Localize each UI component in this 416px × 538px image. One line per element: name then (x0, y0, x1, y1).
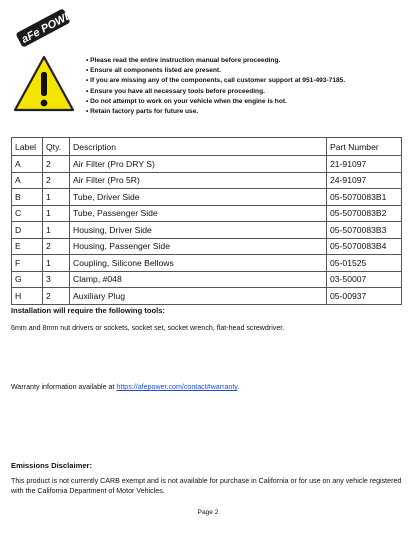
table-row (12, 238, 402, 255)
cell-part-number: 05-5070083B2 (327, 205, 402, 222)
cell-label: G (12, 271, 43, 288)
emissions-text: This product is not currently CARB exempt and is not available for purchase in California or for use on any vehicle registered with the California Department of Motor Vehicles. (11, 477, 402, 495)
table-row (12, 255, 402, 272)
cell-qty: 1 (43, 189, 70, 206)
cell-part-number: 05-5070083B4 (327, 238, 402, 255)
afe-power-logo (12, 5, 82, 48)
cell-description: Tube, Passenger Side (70, 205, 327, 222)
cell-label: E (12, 238, 43, 255)
cell-part-number: 05-5070083B1 (327, 189, 402, 206)
cell-part-number: 05-01525 (327, 255, 402, 272)
warranty-link[interactable]: https://afepower.com/contact#warranty (116, 383, 238, 391)
cell-description: Coupling, Silicone Bellows (70, 255, 327, 272)
cell-label: A (12, 172, 43, 189)
warning-item: • Retain factory parts for future use. (86, 107, 408, 117)
table-row (12, 189, 402, 206)
cell-part-number: 03-50007 (327, 271, 402, 288)
cell-qty: 2 (43, 172, 70, 189)
warning-triangle-icon (12, 54, 76, 114)
cell-label: F (12, 255, 43, 272)
cell-part-number: 24-91097 (327, 172, 402, 189)
cell-qty: 1 (43, 222, 70, 239)
cell-description: Housing, Passenger Side (70, 238, 327, 255)
warranty-text (11, 382, 406, 392)
cell-description: Tube, Driver Side (70, 189, 327, 206)
table-row (12, 271, 402, 288)
warning-item: • If you are missing any of the components, call customer support at 951-493-7185. (86, 76, 408, 86)
cell-qty: 2 (43, 288, 70, 305)
tools-text: 6mm and 8mm nut drivers or sockets, socket set, socket wrench, flat-head screwdriver. (11, 324, 285, 332)
cell-part-number: 21-91097 (327, 156, 402, 173)
cell-label: B (12, 189, 43, 206)
tools-heading: Installation will require the following tools: (11, 306, 165, 315)
warning-item: • Ensure you have all necessary tools before proceeding. (86, 87, 408, 97)
cell-description: Air Filter (Pro DRY S) (70, 156, 327, 173)
table-row (12, 222, 402, 239)
table-header-row (12, 138, 402, 156)
cell-description: Clamp, #048 (70, 271, 327, 288)
cell-qty: 3 (43, 271, 70, 288)
warning-item: • Please read the entire instruction manual before proceeding. (86, 56, 408, 66)
cell-qty: 2 (43, 238, 70, 255)
table-row (12, 156, 402, 173)
column-header-part-number: Part Number (327, 138, 402, 156)
cell-part-number: 05-00937 (327, 288, 402, 305)
warning-item: • Do not attempt to work on your vehicle when the engine is hot. (86, 97, 408, 107)
cell-part-number: 05-5070083B3 (327, 222, 402, 239)
cell-qty: 2 (43, 156, 70, 173)
cell-label: C (12, 205, 43, 222)
cell-label: D (12, 222, 43, 239)
page-number: Page 2 (197, 509, 219, 516)
cell-description: Housing, Driver Side (70, 222, 327, 239)
cell-description: Air Filter (Pro 5R) (70, 172, 327, 189)
parts-table (11, 137, 402, 305)
warning-item: • Ensure all components listed are present. (86, 66, 408, 76)
cell-label: A (12, 156, 43, 173)
column-header-label: Label (12, 138, 43, 156)
cell-description: Auxiliary Plug (70, 288, 327, 305)
warranty-suffix: . (237, 383, 240, 391)
logo-text: aFe POWER (19, 5, 82, 46)
table-row (12, 288, 402, 305)
cell-qty: 1 (43, 255, 70, 272)
column-header-qty: Qty. (43, 138, 70, 156)
warranty-prefix: Warranty information available at (11, 383, 117, 391)
column-header-description: Description (70, 138, 327, 156)
table-row (12, 205, 402, 222)
warning-notices (86, 56, 408, 117)
emissions-heading: Emissions Disclaimer: (11, 461, 93, 470)
cell-qty: 1 (43, 205, 70, 222)
cell-label: H (12, 288, 43, 305)
table-row (12, 172, 402, 189)
